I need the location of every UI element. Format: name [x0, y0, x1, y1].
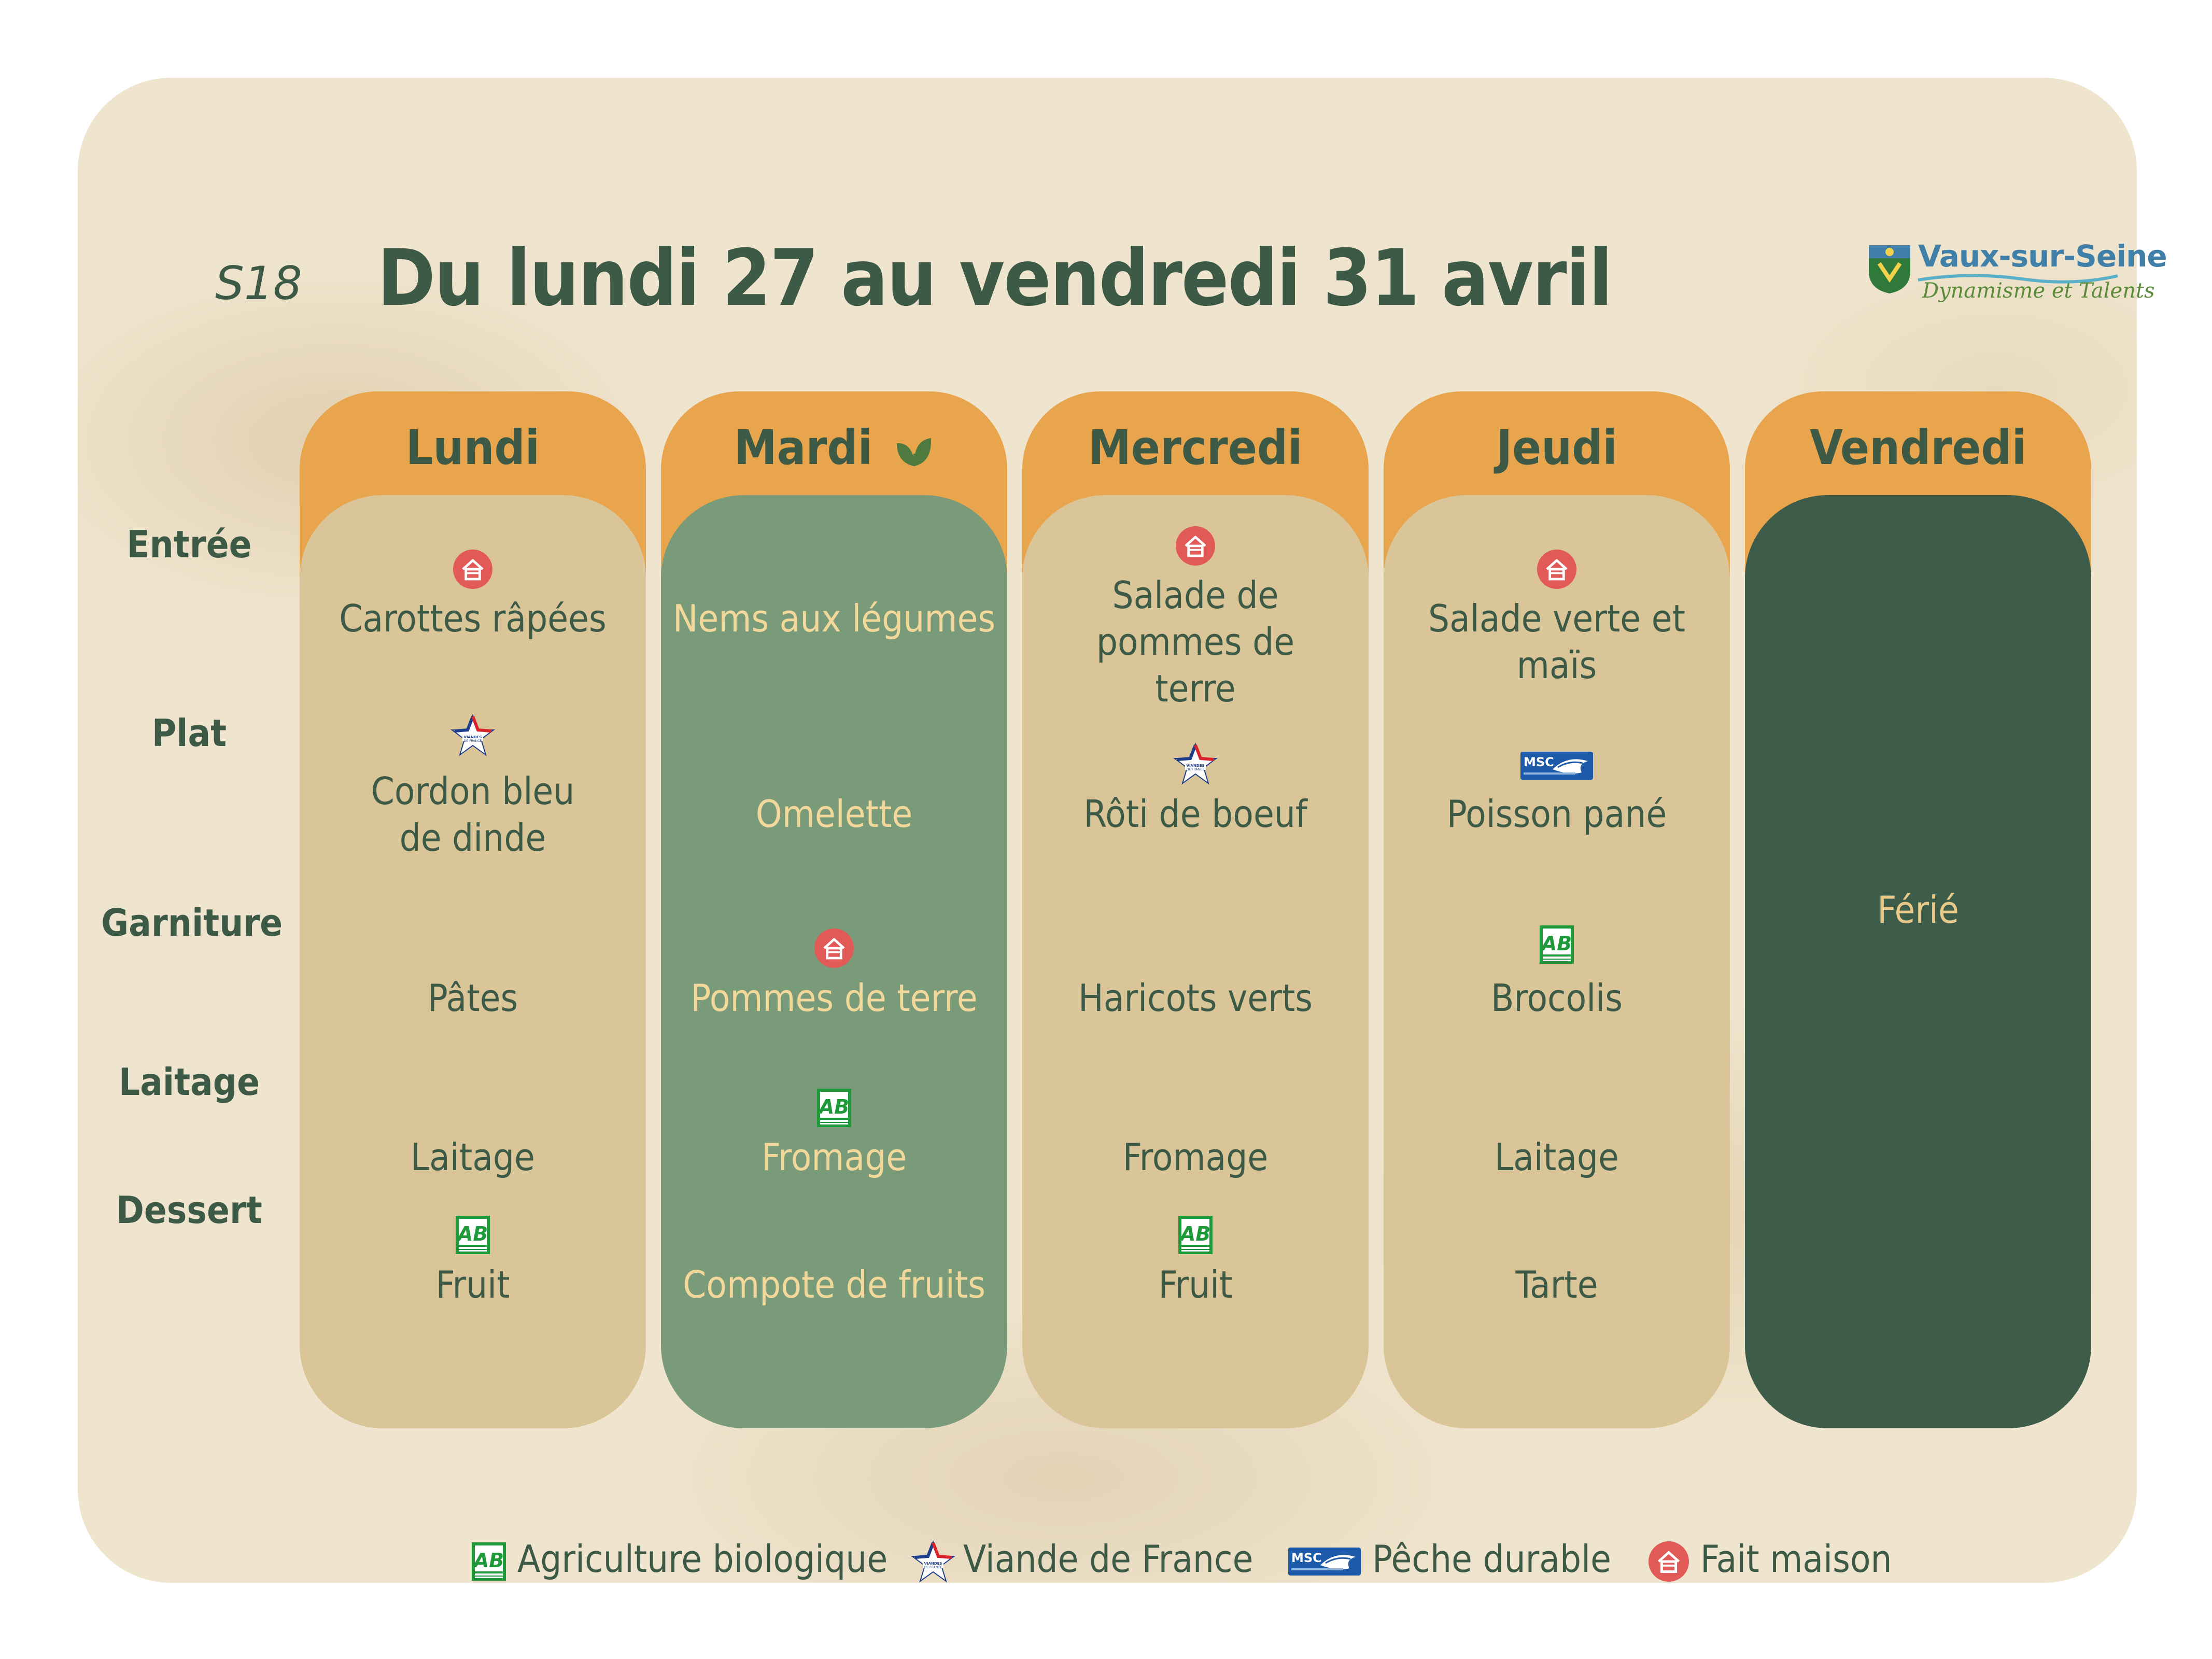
day-name: [661, 420, 1007, 475]
menu-laitage: Fromage: [761, 1135, 907, 1179]
ab-organic-icon: [1540, 925, 1574, 964]
viandes-de-france-icon: [1175, 743, 1216, 784]
day-body: [1745, 495, 2091, 1428]
fait-maison-icon: [1537, 550, 1576, 589]
day-body: [300, 495, 646, 1428]
vegetarian-leaf-icon: [894, 433, 934, 469]
viandes-de-france-icon: [452, 714, 494, 756]
ab-organic-icon: [1178, 1216, 1213, 1254]
row-label-garniture: Garniture: [101, 901, 283, 945]
day-body: [1022, 495, 1369, 1428]
msc-icon: [1288, 1548, 1361, 1576]
fait-maison-icon: [814, 929, 854, 968]
viandes-de-france-icon: [912, 1541, 954, 1582]
menu-garniture: Brocolis: [1490, 976, 1623, 1020]
vaux-sur-seine-logo: [1866, 233, 2167, 316]
page-title: Du lundi 27 au vendredi 31 avril: [377, 233, 1612, 324]
ab-organic-icon: [456, 1216, 490, 1254]
day-column-vendredi: [1745, 391, 2091, 1428]
row-label-entree: Entrée: [126, 523, 252, 566]
menu-entree: Salade verte et maïs: [1428, 597, 1685, 687]
menu-laitage: Laitage: [1495, 1135, 1619, 1179]
day-body: [661, 495, 1007, 1428]
menu-entree: Carottes râpées: [339, 597, 607, 640]
legend-viande-france: [912, 1537, 1253, 1582]
fait-maison-icon: [1649, 1541, 1689, 1582]
day-column-lundi: [300, 391, 646, 1428]
logo-tagline: Dynamisme et Talents: [1922, 279, 2155, 303]
legend-organic: [472, 1537, 887, 1581]
menu-plat: Rôti de boeuf: [1083, 792, 1307, 836]
day-body: [1384, 495, 1730, 1428]
day-column-mardi: [661, 391, 1007, 1428]
menu-dessert: Compote de fruits: [683, 1263, 985, 1306]
legend-label: Fait maison: [1700, 1537, 1892, 1581]
menu-garniture: Pâtes: [427, 976, 518, 1020]
menu-plat: Omelette: [755, 792, 913, 836]
legend-label: Pêche durable: [1372, 1537, 1611, 1581]
fait-maison-icon: [453, 550, 492, 589]
logo-name: Vaux-sur-Seine: [1918, 238, 2167, 274]
legend-peche-durable: [1288, 1537, 1611, 1581]
menu-entree: Nems aux légumes: [672, 597, 996, 640]
menu-garniture: Haricots verts: [1078, 976, 1313, 1020]
menu-dessert: Fruit: [1158, 1263, 1233, 1306]
row-label-laitage: Laitage: [118, 1060, 260, 1104]
shield-icon: [1866, 243, 1913, 294]
menu-dessert: Tarte: [1515, 1263, 1598, 1306]
menu-plat: Cordon bleu de dinde: [371, 769, 575, 860]
row-label-plat: Plat: [151, 711, 227, 755]
row-label-dessert: Dessert: [116, 1188, 262, 1232]
ab-organic-icon: [472, 1542, 506, 1581]
menu-garniture: Pommes de terre: [691, 976, 978, 1020]
day-name-text: Mardi: [734, 420, 872, 475]
menu-laitage: Fromage: [1122, 1135, 1269, 1179]
day-column-mercredi: [1022, 391, 1369, 1428]
legend-label: Agriculture biologique: [517, 1537, 888, 1581]
legend-fait-maison: [1649, 1537, 1892, 1582]
ab-organic-icon: [817, 1089, 851, 1127]
day-name: Vendredi: [1810, 420, 2026, 475]
week-number: S18: [215, 257, 302, 310]
fait-maison-icon: [1176, 526, 1215, 566]
menu-plat: Poisson pané: [1446, 792, 1667, 836]
legend-label: Viande de France: [963, 1537, 1253, 1581]
menu-laitage: Laitage: [411, 1135, 535, 1179]
menu-entree: Salade de pommes de terre: [1096, 573, 1295, 710]
day-name: Lundi: [405, 420, 540, 475]
day-name: Jeudi: [1496, 420, 1617, 475]
day-column-jeudi: [1384, 391, 1730, 1428]
menu-card: [78, 78, 2167, 1583]
holiday-label: Férié: [1877, 888, 1959, 932]
day-name: Mercredi: [1088, 420, 1303, 475]
msc-icon: [1520, 752, 1593, 780]
menu-dessert: Fruit: [435, 1263, 510, 1306]
